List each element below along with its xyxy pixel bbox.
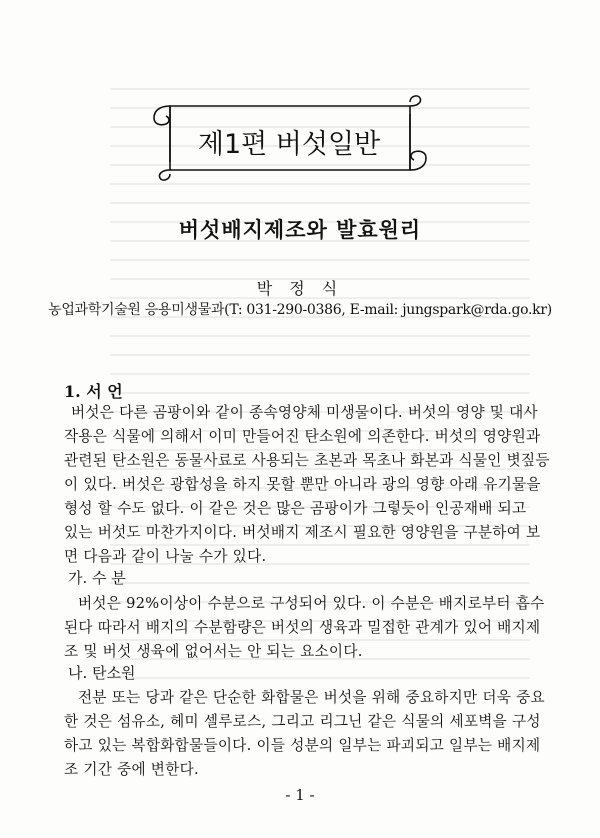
- subsection-heading-carbon: 나. 탄소원: [68, 664, 136, 682]
- paragraph-line: 작용은 식물에 의해서 이미 만들어진 탄소원에 의존한다. 버섯의 영양원과: [64, 428, 541, 445]
- title-scroll-banner: [148, 92, 430, 184]
- author-name: 박 정 식: [256, 279, 344, 298]
- paragraph-line: 하고 있는 복합화합물들이다. 이들 성분의 일부는 파괴되고 일부는 배지제: [64, 737, 541, 754]
- paragraph-line: 있는 버섯도 마찬가지이다. 버섯배지 제조시 필요한 영양원을 구분하여 보: [64, 524, 541, 541]
- paragraph-line: 형성 할 수도 없다. 이 같은 것은 많은 곰팡이가 그렇듯이 인공재배 되고: [64, 500, 527, 517]
- paragraph-line: 버섯은 92%이상이 수분으로 구성되어 있다. 이 수분은 배지로부터 흡수: [78, 595, 545, 612]
- page-number: - 1 -: [285, 786, 315, 804]
- paragraph-line: 관련된 탄소원은 동물사료로 사용되는 초본과 목초나 화본과 식물인 볏짚등: [64, 452, 550, 469]
- paragraph-line: 이 있다. 버섯은 광합성을 하지 못할 뿐만 아니라 광의 영향 아래 유기물을: [64, 476, 541, 493]
- paragraph-line: 된다 따라서 배지의 수분함량은 버섯의 생육과 밀접한 관계가 있어 배지제: [64, 619, 541, 636]
- paragraph-line: 조 및 버섯 생육에 없어서는 안 되는 요소이다.: [64, 643, 363, 660]
- paragraph-line: 버섯은 다른 곰팡이와 같이 종속영양체 미생물이다. 버섯의 영양 및 대사: [71, 404, 538, 421]
- article-title: 버섯배지제조와 발효원리: [178, 217, 422, 242]
- chapter-title: 제1편 버섯일반: [197, 129, 381, 160]
- paragraph-line: 조 기간 중에 변한다.: [64, 761, 199, 778]
- section-heading-introduction: 1. 서 언: [64, 382, 123, 401]
- subsection-heading-water: 가. 수 분: [68, 569, 126, 587]
- paragraph-line: 한 것은 섬유소, 헤미 셀루로스, 그리고 리그닌 같은 식물의 세포벽을 구성: [64, 713, 541, 730]
- author-affiliation: 농업과학기술원 응용미생물과(T: 031-290-0386, E-mail: jungspark@rda.go.kr): [48, 302, 552, 318]
- paragraph-line: 면 다음과 같이 나눌 수가 있다.: [64, 548, 267, 565]
- paragraph-line: 전분 또는 당과 같은 단순한 화합물은 버섯을 위해 중요하지만 더욱 중요: [78, 689, 545, 706]
